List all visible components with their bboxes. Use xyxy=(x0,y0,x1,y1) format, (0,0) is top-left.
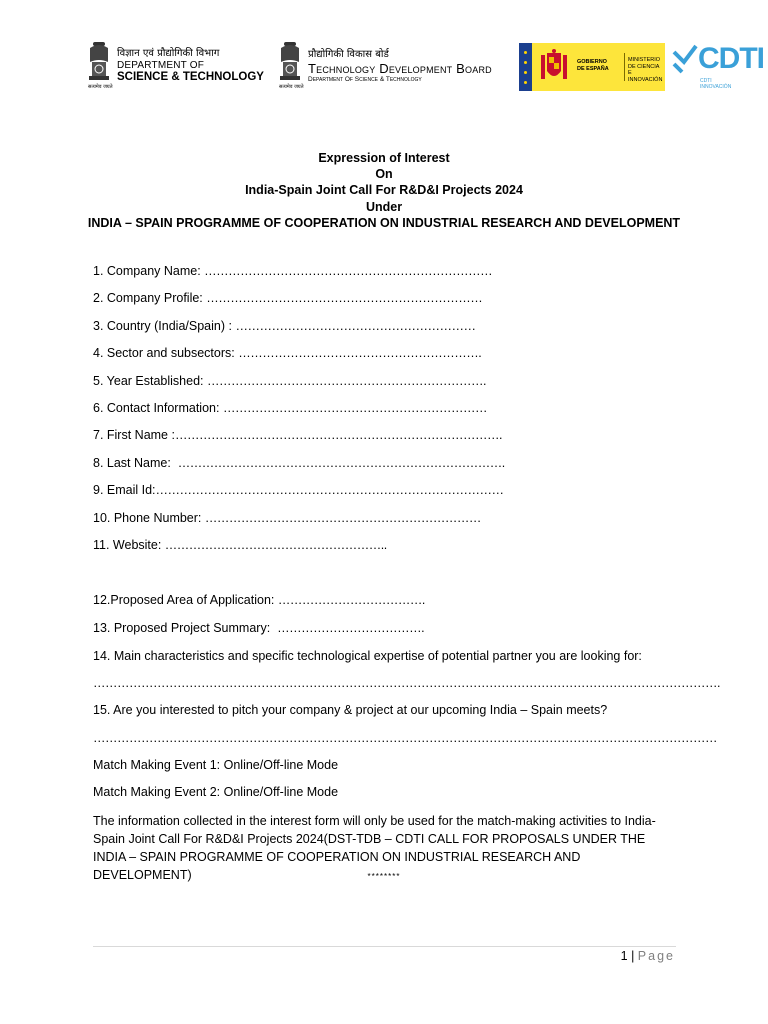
gov-line1: GOBIERNO xyxy=(577,59,607,65)
title-line4: Under xyxy=(365,199,403,214)
cdti-tagline: CDTI INNOVACIÓN xyxy=(700,78,732,90)
field-last-name[interactable] xyxy=(93,455,693,482)
gov-line2: DE ESPAÑA xyxy=(577,65,609,72)
title-line3: India-Spain Joint Call For R&D&I Projects 2024 xyxy=(245,183,523,198)
field-blank[interactable]: …………………………………………………………………………… xyxy=(155,483,504,498)
privacy-note: The information collected in the interest form will only be used for the match-making activities to India-Spain Joint Call For R&D&I Projects 2024(DST-TDB – CDTI CALL FOR PROPOSALS UNDER THE INDIA – SPAIN PROGRAMME OF COOPERATION ON INDUSTRIAL RESEARCH AND DEVELOPMENT) xyxy=(93,814,656,882)
field-year-established[interactable] xyxy=(93,373,693,400)
tdb-name-line2: Department Of Science & Technology xyxy=(308,75,422,83)
ministry-line2: DE CIENCIA xyxy=(628,63,660,70)
field-blank[interactable]: …………………………………………………………… xyxy=(204,510,481,525)
tdb-logo xyxy=(275,40,492,92)
question-15-answer[interactable]: ………………………………………………………………………………………………………………………………………… xyxy=(93,731,717,745)
field-email[interactable] xyxy=(93,482,693,509)
end-separator: ******** xyxy=(367,872,401,881)
dst-emblem-motto: सत्यमेव जयते xyxy=(88,84,113,90)
document-title xyxy=(0,150,768,231)
field-blank[interactable]: ………………………………………………………………………. xyxy=(177,455,505,470)
footer-divider xyxy=(93,946,676,947)
cdti-name: CDTI xyxy=(698,42,764,75)
field-label: 11. Website: xyxy=(93,537,165,552)
question-15: 15. Are you interested to pitch your company & project at our upcoming India – Spain meets? xyxy=(93,703,608,717)
gobierno-espana-logo xyxy=(519,43,665,91)
dst-name-line1: DEPARTMENT OF xyxy=(117,60,205,71)
field-label: 5. Year Established: xyxy=(93,373,207,388)
tdb-emblem-motto: सत्यमेव जयते xyxy=(279,84,304,90)
dst-name-line2: SCIENCE & TECHNOLOGY xyxy=(117,71,264,83)
match-making-event-2: Match Making Event 2: Online/Off-line Mode xyxy=(93,785,339,799)
ministry-line1: MINISTERIO xyxy=(628,57,661,63)
form-fields xyxy=(93,263,693,564)
field-label: 4. Sector and subsectors: xyxy=(93,346,239,361)
field-blank[interactable]: …………………………………………………… xyxy=(235,318,476,333)
field-blank[interactable]: ……………………………………………….. xyxy=(164,537,387,552)
page-divider: | xyxy=(627,949,638,963)
cdti-mark-icon xyxy=(672,44,698,78)
question-14: 14. Main characteristics and specific technological expertise of potential partner you are looking for: xyxy=(93,649,642,663)
title-line1: Expression of Interest xyxy=(318,151,450,165)
field-blank[interactable]: ………………………………………………………………………. xyxy=(174,428,502,443)
dst-hindi-name: विज्ञान एवं प्रौद्योगिकी विभाग xyxy=(117,48,220,59)
field-label: 6. Contact Information: xyxy=(93,400,223,415)
field-country[interactable] xyxy=(93,318,693,345)
field-label: 10. Phone Number: xyxy=(93,510,205,525)
field-label: 13. Proposed Project Summary: xyxy=(93,621,278,635)
field-label: 3. Country (India/Spain) : xyxy=(93,318,236,333)
eu-flag-icon xyxy=(519,43,532,91)
page-footer xyxy=(621,948,675,965)
field-label: 8. Last Name: xyxy=(93,455,178,470)
field-blank[interactable]: ……………………………………………………. xyxy=(238,346,482,361)
field-blank[interactable]: ……………………………………………………………. xyxy=(206,373,486,388)
field-label: 2. Company Profile: xyxy=(93,291,207,306)
title-line5: INDIA – SPAIN PROGRAMME OF COOPERATION ON INDUSTRIAL RESEARCH AND DEVELOPMENT xyxy=(87,215,681,230)
field-label: 12.Proposed Area of Application: xyxy=(93,593,278,607)
field-phone-number[interactable] xyxy=(93,510,693,537)
field-first-name[interactable] xyxy=(93,427,693,454)
field-blank[interactable]: ……………………………………………………………… xyxy=(204,264,493,278)
cdti-logo xyxy=(670,40,764,96)
field-blank[interactable]: ………………………………. xyxy=(277,621,425,635)
field-label: 1. Company Name: xyxy=(93,264,205,278)
header-logos xyxy=(0,36,768,100)
field-label: 7. First Name : xyxy=(93,428,175,443)
tdb-hindi-name: प्रौद्योगिकी विकास बोर्ड xyxy=(308,48,389,60)
page-number: 1 xyxy=(620,949,628,963)
field-blank[interactable]: ………………………………………………………… xyxy=(222,400,487,415)
gob-divider xyxy=(624,53,625,81)
field-company-profile[interactable] xyxy=(93,290,693,317)
page-label: Page xyxy=(637,949,675,963)
field-blank[interactable]: …………………………………………………………… xyxy=(206,291,483,306)
question-14-answer[interactable]: …………………………………………………………………………………………………………………………………………. xyxy=(93,676,720,690)
field-website[interactable] xyxy=(93,537,693,564)
ministry-line3: E INNOVACIÓN xyxy=(628,70,663,83)
field-contact-information[interactable] xyxy=(93,400,693,427)
spain-coat-of-arms-icon xyxy=(539,49,569,85)
field-project-summary[interactable] xyxy=(93,620,424,637)
tdb-name-line1: Technology Development Board xyxy=(308,60,492,76)
field-sector[interactable] xyxy=(93,345,693,372)
field-company-name[interactable] xyxy=(93,263,693,290)
field-proposed-area[interactable] xyxy=(93,592,425,609)
field-label: 9. Email Id: xyxy=(93,483,156,498)
match-making-event-1: Match Making Event 1: Online/Off-line Mode xyxy=(93,758,339,772)
field-blank[interactable]: ………………………………. xyxy=(277,593,425,607)
title-line2: On xyxy=(375,167,393,182)
